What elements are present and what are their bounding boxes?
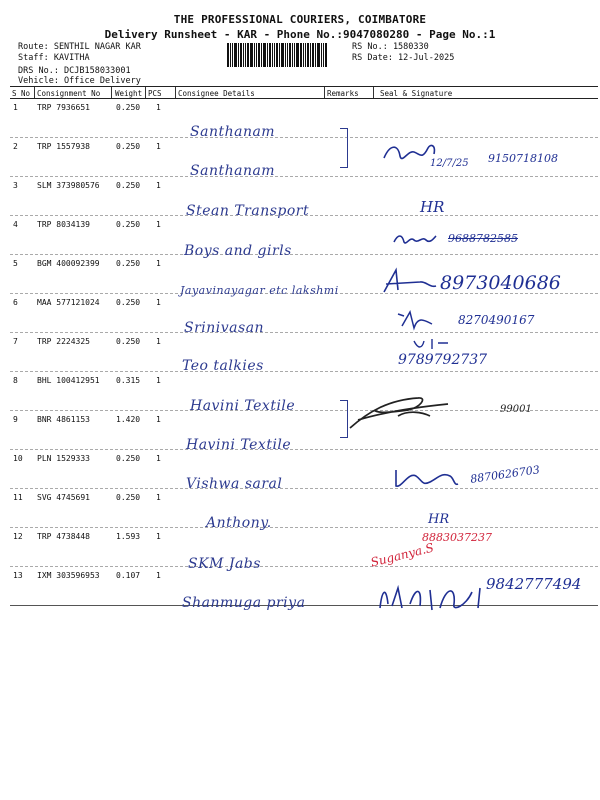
barcode-bar [256, 43, 257, 67]
barcode-bar [323, 43, 324, 67]
row-weight: 0.250 [116, 454, 141, 463]
row-consignment: BNR 4861153 [37, 415, 90, 424]
row-weight: 0.250 [116, 181, 141, 190]
table-top-rule [10, 86, 598, 87]
row-consignment: PLN 1529333 [37, 454, 90, 463]
row-pcs: 1 [156, 337, 161, 346]
row-pcs: 1 [156, 259, 161, 268]
row-consignment: TRP 4738448 [37, 532, 90, 541]
barcode-bar [230, 43, 231, 67]
consignee-handwriting: Stean Transport [186, 203, 310, 219]
row-consignment: TRP 2224325 [37, 337, 90, 346]
barcode-bar [303, 43, 304, 67]
col-divider [34, 87, 35, 98]
row-weight: 0.107 [116, 571, 141, 580]
col-consignment: Consignment No [37, 89, 101, 98]
handwritten-phone: 8870626703 [469, 463, 541, 486]
row-pcs: 1 [156, 376, 161, 385]
row-weight: 0.315 [116, 376, 141, 385]
row-pcs: 1 [156, 493, 161, 502]
row-weight: 0.250 [116, 259, 141, 268]
barcode-bar [232, 43, 233, 67]
handwritten-phone: 9688782585 [448, 232, 518, 245]
barcode-bar [305, 43, 306, 67]
signature-scribble [380, 266, 440, 296]
col-seal: Seal & Signature [380, 89, 453, 98]
barcode-bar [325, 43, 327, 67]
row-pcs: 1 [156, 532, 161, 541]
runsheet-title: THE PROFESSIONAL COURIERS, COIMBATORE [173, 13, 427, 26]
handwritten-phone: 9789792737 [398, 352, 488, 368]
row-weight: 0.250 [116, 493, 141, 502]
route-label: Route: SENTHIL NAGAR KAR [18, 42, 141, 52]
signature-scribble [348, 390, 458, 434]
barcode-bar [269, 43, 271, 67]
barcode-bar [294, 43, 295, 67]
row-pcs: 1 [156, 181, 161, 190]
row-sno: 9 [13, 415, 18, 424]
col-sno: S No [12, 89, 31, 98]
row-consignment: IXM 303596953 [37, 571, 100, 580]
col-pcs: PCS [148, 89, 162, 98]
row-sno: 5 [13, 259, 18, 268]
barcode-bar [245, 43, 246, 67]
barcode-bar [254, 43, 255, 67]
barcode-bar [315, 43, 316, 67]
rs-date: RS Date: 12-Jul-2025 [352, 53, 455, 63]
consignee-handwriting: Teo talkies [182, 358, 264, 374]
table-row [10, 411, 598, 450]
row-pcs: 1 [156, 415, 161, 424]
handwritten-hr: HR [428, 512, 450, 527]
consignee-handwriting: Anthony. [206, 515, 272, 531]
row-weight: 1.420 [116, 415, 141, 424]
consignee-handwriting: Vishwa saral [186, 476, 283, 492]
signature-scribble [412, 337, 452, 351]
col-divider [145, 87, 146, 98]
consignee-handwriting: Srinivasan [184, 320, 265, 336]
row-pcs: 1 [156, 103, 161, 112]
row-sno: 13 [13, 571, 23, 580]
barcode-bar [287, 43, 288, 67]
row-consignment: BHL 100412951 [37, 376, 100, 385]
barcode-bar [289, 43, 291, 67]
handwritten-phone: 8973040686 [440, 272, 561, 294]
row-sno: 1 [13, 103, 18, 112]
col-divider [324, 87, 325, 98]
signature-scribble [376, 580, 496, 616]
row-sno: 2 [13, 142, 18, 151]
barcode-bar [321, 43, 322, 67]
consignee-handwriting: Jayavinayagar etc lakshmi [180, 284, 339, 297]
row-weight: 1.593 [116, 532, 141, 541]
barcode-bar [240, 43, 242, 67]
barcode-bar [250, 43, 253, 67]
row-consignment: TRP 7936651 [37, 103, 90, 112]
col-divider [373, 87, 374, 98]
barcode-bar [263, 43, 266, 67]
table-row [10, 99, 598, 138]
col-divider [111, 87, 112, 98]
handwritten-hr: HR [420, 198, 445, 216]
handwritten-phone: 9842777494 [486, 575, 582, 593]
table-row [10, 333, 598, 372]
vehicle-label: Vehicle: Office Delivery [18, 76, 141, 86]
col-consignee: Consignee Details [178, 89, 255, 98]
barcode-bar [285, 43, 286, 67]
barcode-bar [234, 43, 237, 67]
consignee-handwriting: Boys and girls [184, 243, 292, 259]
row-sno: 4 [13, 220, 18, 229]
handwritten-date: 12/7/25 [430, 158, 469, 169]
row-consignment: TRP 8034139 [37, 220, 90, 229]
col-remarks: Remarks [327, 89, 359, 98]
barcode-bar [292, 43, 293, 67]
barcode-bar [247, 43, 249, 67]
barcode-bar [312, 43, 314, 67]
consignee-handwriting: Santhanam [190, 124, 276, 140]
barcode-bar [279, 43, 280, 67]
barcode-bar [310, 43, 311, 67]
handwritten-phone: 8883037237 [422, 531, 492, 544]
row-consignment: TRP 1557938 [37, 142, 90, 151]
table-row [10, 489, 598, 528]
barcode-bar [243, 43, 244, 67]
rs-number: RS No.: 1580330 [352, 42, 429, 52]
row-consignment: BGM 400092399 [37, 259, 100, 268]
row-pcs: 1 [156, 142, 161, 151]
row-weight: 0.250 [116, 103, 141, 112]
runsheet-subtitle: Delivery Runsheet - KAR - Phone No.:9047080280 - Page No.:1 [104, 28, 496, 41]
row-sno: 7 [13, 337, 18, 346]
col-divider [175, 87, 176, 98]
row-pcs: 1 [156, 298, 161, 307]
staff-label: Staff: KAVITHA [18, 53, 90, 63]
barcode-bar [267, 43, 268, 67]
drs-number: DRS No.: DCJB158033001 [18, 66, 131, 76]
barcode-bar [281, 43, 284, 67]
handwritten-phone: 9150718108 [488, 152, 558, 165]
row-sno: 10 [13, 454, 23, 463]
row-weight: 0.250 [116, 337, 141, 346]
consignee-handwriting: Santhanam [190, 163, 276, 179]
consignee-handwriting: Havini Textile [186, 437, 292, 453]
row-pcs: 1 [156, 220, 161, 229]
barcode-bar [272, 43, 273, 67]
row-pcs: 1 [156, 571, 161, 580]
row-weight: 0.250 [116, 142, 141, 151]
row-weight: 0.250 [116, 220, 141, 229]
barcode-bar [261, 43, 262, 67]
barcode-bar [307, 43, 309, 67]
barcode [227, 43, 347, 67]
row-consignment: SVG 4745691 [37, 493, 90, 502]
handwritten-phone: 99001 [500, 404, 532, 415]
handwritten-phone: 8270490167 [458, 313, 535, 327]
remarks-bracket [340, 400, 348, 438]
signature-scribble [392, 466, 462, 492]
row-sno: 8 [13, 376, 18, 385]
barcode-bar [274, 43, 275, 67]
row-sno: 12 [13, 532, 23, 541]
handwritten-name: Suganya.S [369, 540, 436, 570]
barcode-bar [238, 43, 239, 67]
col-weight: Weight [115, 89, 143, 98]
row-sno: 3 [13, 181, 18, 190]
remarks-bracket [340, 128, 348, 168]
barcode-bar [300, 43, 302, 67]
signature-scribble [396, 306, 440, 332]
consignee-handwriting: Havini Textile [190, 398, 296, 414]
barcode-bar [276, 43, 278, 67]
row-pcs: 1 [156, 454, 161, 463]
consignee-handwriting: SKM Jabs [188, 556, 261, 572]
row-sno: 6 [13, 298, 18, 307]
consignee-handwriting: Shanmuga priya [182, 595, 306, 611]
row-consignment: MAA 577121024 [37, 298, 100, 307]
barcode-bar [227, 43, 229, 67]
barcode-bar [317, 43, 320, 67]
barcode-bar [258, 43, 260, 67]
signature-scribble [392, 232, 438, 248]
row-consignment: SLM 373980576 [37, 181, 100, 190]
barcode-bar [296, 43, 299, 67]
row-sno: 11 [13, 493, 23, 502]
table-row [10, 528, 598, 570]
row-weight: 0.250 [116, 298, 141, 307]
